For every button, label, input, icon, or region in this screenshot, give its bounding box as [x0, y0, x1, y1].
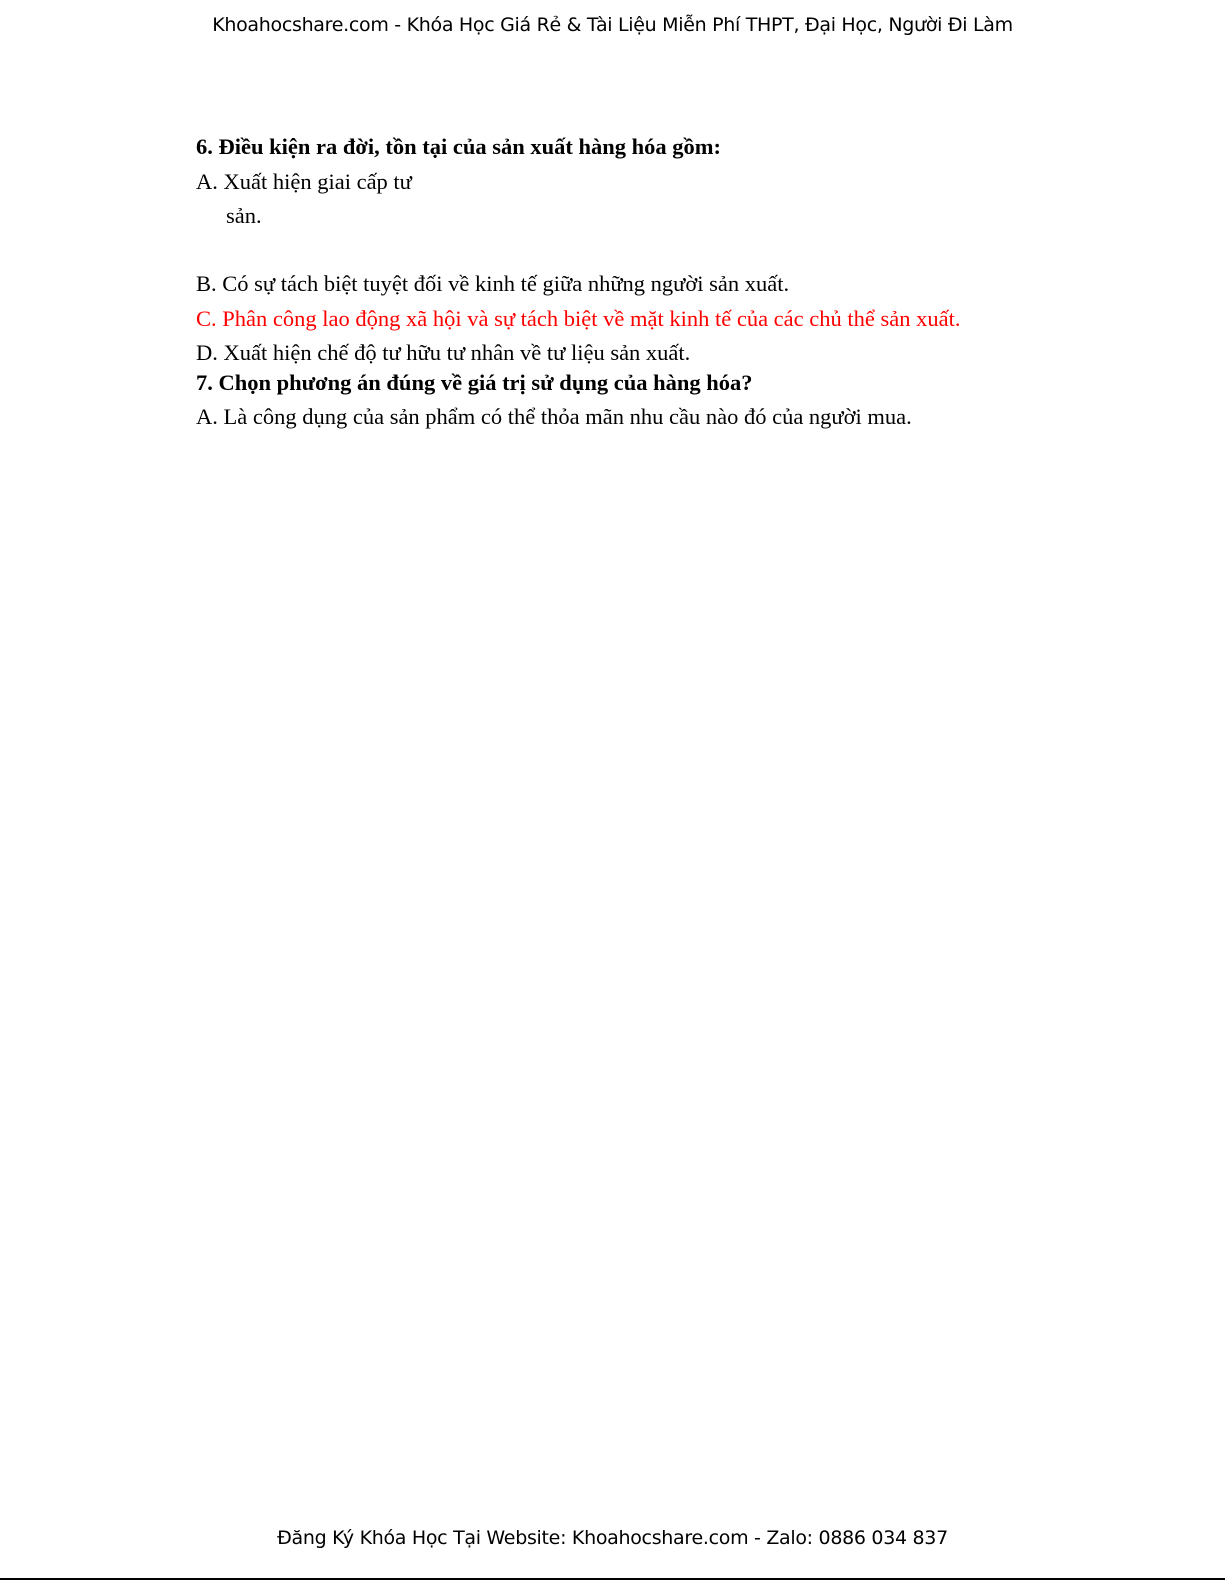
question-7-option-a: A. Là công dụng của sản phẩm có thể thỏa mãn nhu cầu nào đó của người mua.: [196, 404, 912, 429]
question-6-option-c-correct: C. Phân công lao động xã hội và sự tách biệt về mặt kinh tế của các chủ thể sản xuất.: [196, 306, 961, 331]
footer-divider: [0, 1578, 1225, 1580]
page-footer: Đăng Ký Khóa Học Tại Website: Khoahocshare.com - Zalo: 0886 034 837: [277, 1527, 948, 1549]
question-6-option-a: A. Xuất hiện giai cấp tư: [196, 169, 412, 194]
question-6-option-d: D. Xuất hiện chế độ tư hữu tư nhân về tư liệu sản xuất.: [196, 340, 691, 365]
question-6-option-b: B. Có sự tách biệt tuyệt đối về kinh tế giữa những người sản xuất.: [196, 271, 790, 296]
question-6-option-a-continued: sản.: [226, 203, 262, 228]
question-6-title: 6. Điều kiện ra đời, tồn tại của sản xuất hàng hóa gồm:: [196, 134, 722, 159]
page-header: Khoahocshare.com - Khóa Học Giá Rẻ & Tài Liệu Miễn Phí THPT, Đại Học, Người Đi Làm: [212, 14, 1013, 36]
question-7-title: 7. Chọn phương án đúng về giá trị sử dụng của hàng hóa?: [196, 370, 753, 395]
